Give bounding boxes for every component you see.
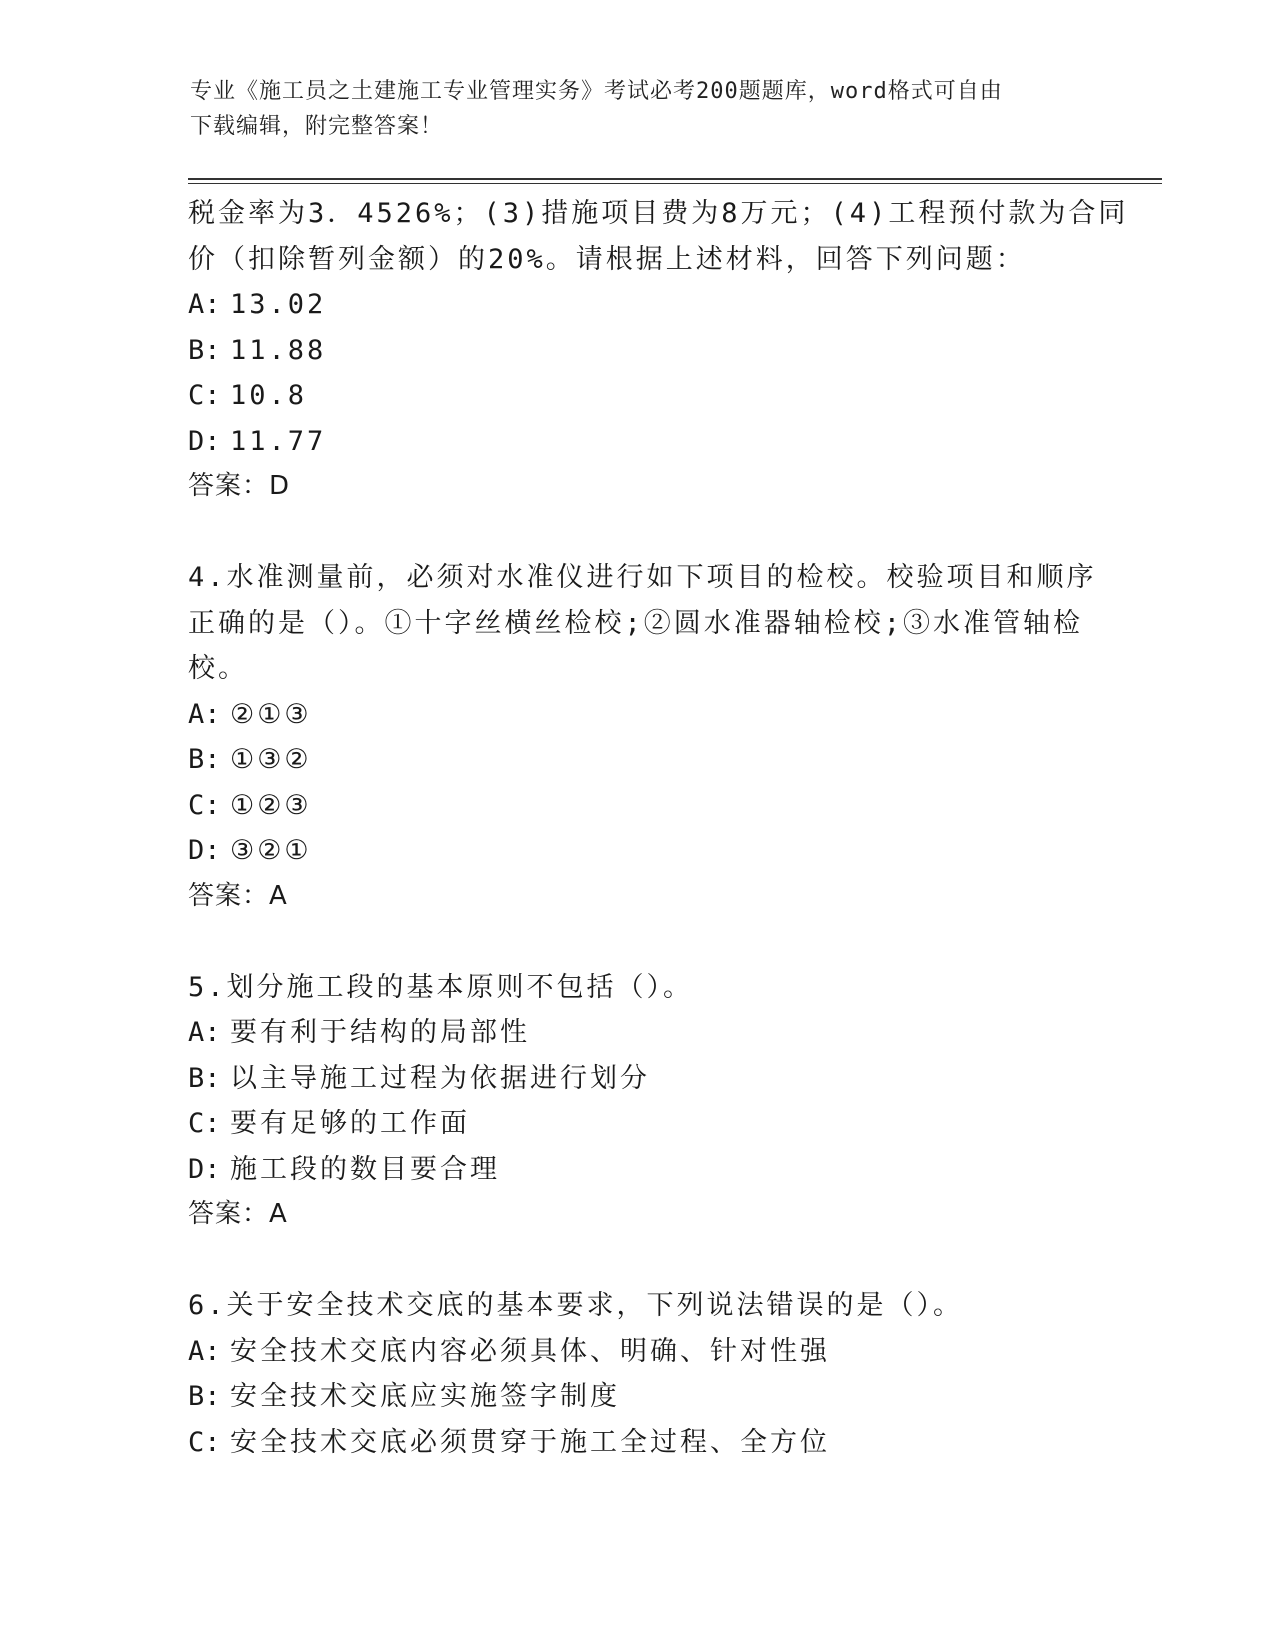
option-text: 安全技术交底必须贯穿于施工全过程、全方位 bbox=[230, 1426, 830, 1458]
option-key: A: bbox=[188, 289, 221, 320]
option-c bbox=[188, 373, 1088, 419]
option-a bbox=[188, 1010, 1088, 1056]
spacer bbox=[188, 510, 1088, 556]
option-c bbox=[188, 1101, 1088, 1147]
header-divider-thin bbox=[188, 183, 1162, 184]
question-text-line: 校。 bbox=[188, 653, 248, 684]
question-text-line: 6.关于安全技术交底的基本要求，下列说法错误的是（）。 bbox=[188, 1290, 964, 1321]
question-text-line: 5.划分施工段的基本原则不包括（）。 bbox=[188, 971, 694, 1003]
answer-line: 答案：A bbox=[188, 1199, 288, 1229]
option-d bbox=[188, 1147, 1088, 1193]
option-key: A: bbox=[188, 1017, 221, 1048]
answer-line: 答案：D bbox=[188, 471, 291, 501]
option-b bbox=[188, 1374, 1088, 1420]
option-key: D: bbox=[188, 835, 221, 866]
document-header bbox=[190, 74, 1070, 144]
option-d bbox=[188, 419, 1088, 465]
option-a bbox=[188, 692, 1088, 738]
question-text-line: 4.水准测量前，必须对水准仪进行如下项目的检校。校验项目和顺序 bbox=[188, 562, 1097, 593]
option-b bbox=[188, 328, 1088, 374]
option-text: 以主导施工过程为依据进行划分 bbox=[230, 1062, 650, 1094]
question-3-continuation bbox=[188, 191, 1129, 510]
option-key: B: bbox=[188, 744, 221, 775]
option-text: ③②① bbox=[230, 835, 312, 866]
option-key: A: bbox=[188, 698, 221, 730]
option-text: 施工段的数目要合理 bbox=[230, 1153, 500, 1185]
option-text: 11.77 bbox=[230, 425, 327, 457]
question-text-line: 税金率为3．4526%；(3)措施项目费为8万元；(4)工程预付款为合同 bbox=[188, 198, 1129, 229]
option-text: 要有足够的工作面 bbox=[230, 1108, 470, 1139]
option-key: D: bbox=[188, 1153, 221, 1185]
option-c bbox=[188, 1420, 1088, 1466]
option-text: 11.88 bbox=[230, 334, 327, 366]
header-line-1: 专业《施工员之土建施工专业管理实务》考试必考200题题库，word格式可自由 bbox=[190, 79, 1003, 104]
answer-line: 答案：A bbox=[188, 880, 288, 911]
document-body bbox=[188, 191, 1129, 1465]
option-text: 安全技术交底应实施签字制度 bbox=[230, 1381, 620, 1412]
question-5 bbox=[188, 965, 1088, 1238]
option-key: C: bbox=[188, 1108, 221, 1139]
option-text: ②①③ bbox=[230, 698, 312, 730]
option-b bbox=[188, 1056, 1088, 1102]
option-key: D: bbox=[188, 425, 221, 457]
option-c bbox=[188, 783, 1088, 829]
option-key: B: bbox=[188, 1062, 221, 1094]
option-key: A: bbox=[188, 1335, 221, 1367]
header-line-2: 下载编辑，附完整答案！ bbox=[190, 114, 444, 139]
option-a bbox=[188, 1329, 1088, 1375]
option-a bbox=[188, 282, 1088, 328]
question-text-line: 价（扣除暂列金额）的20%。请根据上述材料，回答下列问题： bbox=[188, 243, 1026, 275]
option-key: C: bbox=[188, 380, 221, 411]
option-key: B: bbox=[188, 1381, 221, 1412]
header-divider-thick bbox=[188, 178, 1162, 180]
question-4 bbox=[188, 555, 1097, 919]
option-text: 13.02 bbox=[230, 289, 327, 320]
spacer bbox=[188, 919, 1088, 965]
question-text-line: 正确的是（）。①十字丝横丝检校;②圆水准器轴检校;③水准管轴检 bbox=[188, 607, 1084, 639]
question-6 bbox=[188, 1283, 1088, 1465]
option-key: C: bbox=[188, 789, 221, 821]
option-text: 安全技术交底内容必须具体、明确、针对性强 bbox=[230, 1335, 830, 1367]
option-text: ①③② bbox=[230, 744, 312, 775]
option-key: C: bbox=[188, 1426, 221, 1458]
option-b bbox=[188, 737, 1088, 783]
option-text: 10.8 bbox=[230, 380, 308, 411]
option-text: ①②③ bbox=[230, 789, 312, 821]
option-d bbox=[188, 828, 1088, 874]
spacer bbox=[188, 1238, 1088, 1284]
option-key: B: bbox=[188, 334, 221, 366]
option-text: 要有利于结构的局部性 bbox=[230, 1017, 530, 1048]
